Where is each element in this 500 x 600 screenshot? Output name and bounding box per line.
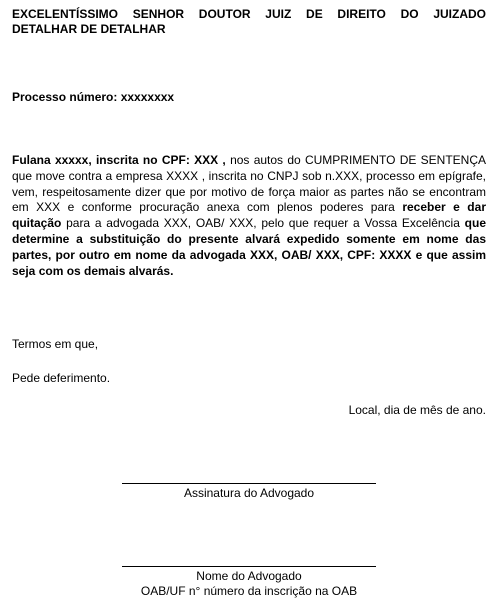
signature-block [122,483,376,501]
petition-body [12,153,486,279]
petition-text-part-2: para a advogada XXX, OAB/ XXX, pelo que requer a Vossa Excelência [61,216,465,231]
oab-number-label: OAB/UF n° número da inscrição na OAB [140,584,358,598]
petition-text-part-1: nos autos do CUMPRIMENTO DE SENTENÇA que move contra a empresa XXXX , inscrita no CNPJ sob n.XXX, processo em epígrafe, vem, respeitosamente dizer que por motivo de força maior as partes não se encontram em XXX e conforme procuração anexa com plenos poderes para [12,153,486,215]
heading-line-1: EXCELENTÍSSIMO SENHOR DOUTOR JUIZ DE DIREITO DO JUIZADO [12,7,486,21]
signature-label: Assinatura do Advogado [183,486,315,500]
closing-terms: Termos em que, [12,337,99,351]
heading-line-2: DETALHAR DE DETALHAR [12,22,166,36]
lawyer-name-label: Nome do Advogado [196,569,302,583]
place-and-date: Local, dia de mês de ano. [348,403,486,417]
petition-bold-powers: receber e dar quitação [12,200,486,231]
signature-line [122,483,376,484]
petitioner-identification: Fulana xxxxx, inscrita no CPF: XXX , [12,153,226,167]
lawyer-name-block [122,566,376,599]
name-line [122,566,376,567]
document-page [12,0,486,600]
process-number: Processo número: xxxxxxxx [12,90,175,104]
closing-request: Pede deferimento. [12,371,111,385]
petition-request: que determine a substituição do presente alvará expedido somente em nome das partes, por outro em nome da advogada XXX, OAB/ XXX, CPF: XXXX e que assim seja com os demais alvarás. [12,216,486,278]
court-address-heading [12,7,486,37]
